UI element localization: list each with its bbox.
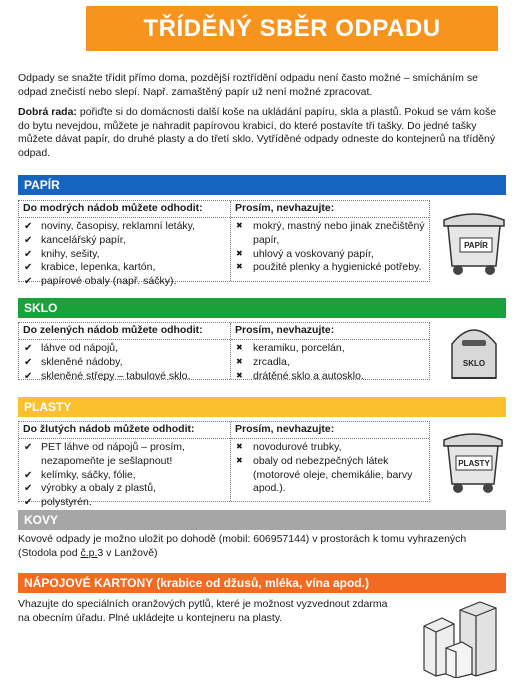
intro-paragraph: Odpady se snažte třídit přímo doma, pozdější roztřídění odpadu není často možné – smícháním se odpad znečistí nebo slepí. Např. zamaštěný papír už není možné zpracovat.	[18, 72, 478, 98]
paper-allowed-heading: Do modrých nádob můžete odhodit:	[19, 202, 230, 218]
list-item: ✔ papírové obaly (např. sáčky).	[23, 275, 226, 289]
cartons-heading: NÁPOJOVÉ KARTONY (krabice od džusů, mléka, vína apod.)	[18, 573, 506, 593]
paper-heading: PAPÍR	[18, 175, 506, 195]
list-item: ✖ drátěné sklo a autosklo.	[235, 370, 425, 384]
list-item: ✔ skleněné střepy – tabulové sklo.	[23, 370, 226, 384]
metal-text-link: č.p.	[80, 546, 98, 559]
list-item: ✔ láhve od nápojů,	[23, 342, 226, 356]
plastic-table	[18, 421, 430, 509]
list-item: ✖ použité plenky a hygienické potřeby.	[235, 261, 425, 275]
paper-forbidden-heading: Prosím, nevhazujte:	[231, 202, 429, 218]
metal-text-b: 3 v Lanžově)	[97, 546, 158, 559]
glass-table	[18, 322, 430, 380]
list-item: ✔ krabice, lepenka, kartón,	[23, 261, 226, 275]
list-item: ✔ kancelářský papír,	[23, 234, 226, 248]
plastic-bin-label: PLASTY	[458, 459, 490, 468]
list-item: ✔ skleněné nádoby,	[23, 356, 226, 370]
tip-label: Dobrá rada:	[18, 105, 77, 118]
glass-bin-label: SKLO	[462, 359, 486, 368]
paper-table	[18, 200, 430, 288]
paper-forbidden-column	[231, 201, 429, 281]
metal-heading: KOVY	[18, 510, 506, 530]
metal-text	[18, 533, 468, 561]
glass-heading: SKLO	[18, 298, 506, 318]
plastic-allowed-column	[19, 422, 231, 509]
glass-forbidden-list	[235, 342, 425, 384]
list-item: ✔ polystyrén.	[23, 496, 226, 510]
list-item: ✔ PET láhve od nápojů – prosím, nezapomeňte je sešlapnout!	[23, 441, 226, 469]
plastic-allowed-heading: Do žlutých nádob můžete odhodit:	[19, 423, 230, 439]
glass-forbidden-heading: Prosím, nevhazujte:	[231, 324, 429, 340]
list-item: ✔ výrobky a obaly z plastů,	[23, 482, 226, 496]
paper-bin-label: PAPÍR	[464, 241, 488, 250]
plastic-forbidden-list	[235, 441, 425, 496]
list-item: ✔ kelímky, sáčky, fólie,	[23, 469, 226, 483]
plastic-forbidden-heading: Prosím, nevhazujte:	[231, 423, 429, 439]
plastic-heading: PLASTY	[18, 397, 506, 417]
cartons-icon	[418, 596, 510, 678]
intro-section	[18, 72, 504, 167]
glass-allowed-heading: Do zelených nádob můžete odhodit:	[19, 324, 230, 340]
metal-text-a: Kovové odpady je možno uložit po dohodě (mobil: 606957144) v prostorách k tomu vyhrazených (Stodola pod	[18, 533, 467, 559]
list-item: ✖ uhlový a voskovaný papír,	[235, 248, 425, 262]
list-item: ✖ keramiku, porcelán,	[235, 342, 425, 356]
list-item: ✔ knihy, sešity,	[23, 248, 226, 262]
plastic-bin-icon	[440, 426, 506, 496]
glass-allowed-list	[23, 342, 226, 384]
paper-allowed-list	[23, 220, 226, 289]
glass-allowed-column	[19, 323, 231, 382]
glass-bin-icon	[444, 318, 504, 382]
glass-forbidden-column	[231, 323, 429, 382]
paper-allowed-column	[19, 201, 231, 288]
page-title: TŘÍDĚNÝ SBĚR ODPADU	[86, 6, 498, 51]
tip-paragraph	[18, 106, 504, 161]
plastic-allowed-list	[23, 441, 226, 510]
paper-bin-icon	[440, 206, 508, 278]
paper-forbidden-list	[235, 220, 425, 275]
list-item: ✖ novodurové trubky,	[235, 441, 425, 455]
plastic-forbidden-column	[231, 422, 429, 501]
cartons-text: Vhazujte do speciálních oranžových pytlů, které je možnost vyzvednout zdarma na obecním úřadu. Plné ukládejte u kontejneru na plasty.	[18, 598, 388, 624]
tip-text: pořiďte si do domácnosti další koše na ukládání papíru, skla a plastů. Pokud se vám koše do bytu nevejdou, můžete je nahradit papírovou krabicí, do které postavíte tři tašky. Do jedné tašky můžete dávat papír, do druhé plasty a do třetí sklo. Vytříděné odpady odneste do kontejnerů na tříděný odpad.	[18, 105, 497, 160]
list-item: ✖ mokrý, mastný nebo jinak znečištěný papír,	[235, 220, 425, 248]
list-item: ✔ noviny, časopisy, reklamní letáky,	[23, 220, 226, 234]
list-item: ✖ obaly od nebezpečných látek (motorové oleje, chemikálie, barvy apod.).	[235, 455, 425, 497]
list-item: ✖ zrcadla,	[235, 356, 425, 370]
